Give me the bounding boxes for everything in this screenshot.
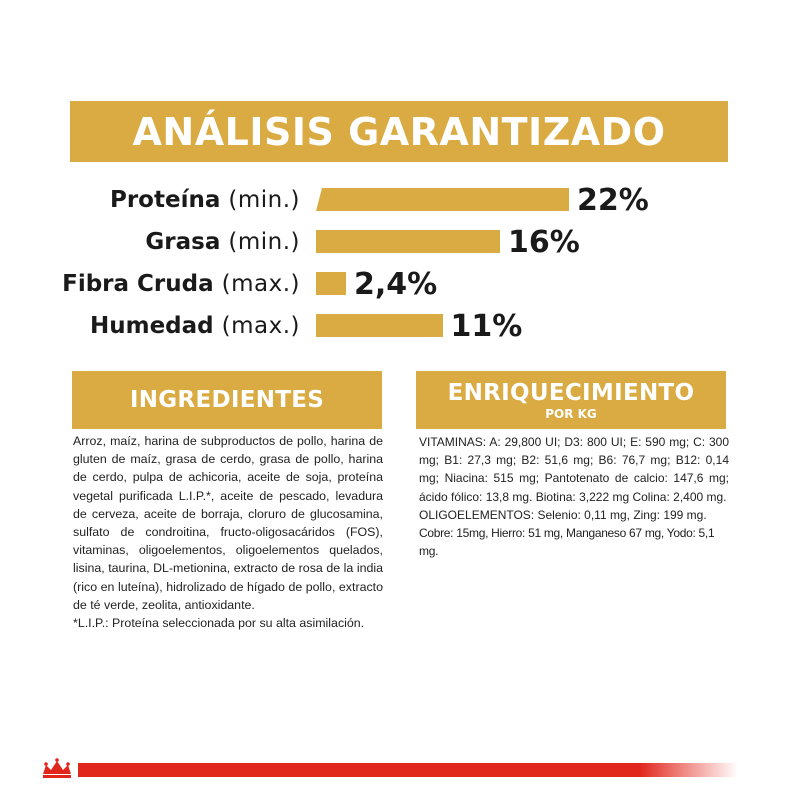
row-name: Proteína <box>109 187 221 213</box>
enrichment-text-block <box>419 433 729 560</box>
protein-bar <box>316 188 569 211</box>
analysis-row-fat <box>0 222 800 262</box>
enrichment-header <box>416 371 726 429</box>
row-qualifier: (min.) <box>228 229 300 255</box>
enrichment-title: ENRIQUECIMIENTO <box>447 379 695 406</box>
analysis-row-moisture <box>0 306 800 346</box>
ingredients-header <box>72 371 382 429</box>
analysis-row-fiber <box>0 264 800 304</box>
fiber-bar <box>316 272 346 295</box>
moisture-bar <box>316 314 443 337</box>
fat-value: 16% <box>508 224 580 260</box>
ingredients-list: Arroz, maíz, harina de subproductos de pollo, harina de gluten de maíz, grasa de cerdo, grasa de pollo, harina de cerdo, pulpa de achicoria, aceite de soja, proteína vegetal purificada L.I.P.*, aceite de pescado, levadura de cerveza, aceite de borraja, cloruro de glucosamina, sulfato de condroitina, fructo-oligosacáridos (FOS), vitaminas, oligoelementos, oligoelementos quelados, lisina, taurina, DL-metionina, extracto de rosa de la india (rico en luteína), hidrolizado de hígado de pollo, extracto de té verde, zeolita, antioxidante. <box>73 434 383 612</box>
row-name: Humedad <box>89 313 214 339</box>
enrichment-subtitle: POR KG <box>545 406 597 421</box>
fiber-value: 2,4% <box>354 266 438 302</box>
row-qualifier: (max.) <box>221 313 300 339</box>
row-qualifier: (min.) <box>228 187 300 213</box>
trace-elements-text: OLIGOELEMENTOS: Selenio: 0,11 mg, Zing: 199 mg. <box>419 507 707 522</box>
row-name: Fibra Cruda <box>62 271 214 297</box>
footer-red-line <box>78 763 738 777</box>
fat-bar <box>316 230 500 253</box>
ingredients-note: *L.I.P.: Proteína seleccionada por su alta asimilación. <box>73 616 365 631</box>
analysis-row-protein <box>0 180 800 220</box>
moisture-value: 11% <box>450 308 523 344</box>
crown-icon <box>40 757 74 779</box>
row-name: Grasa <box>145 229 221 255</box>
analysis-title: ANÁLISIS GARANTIZADO <box>132 109 666 154</box>
row-qualifier: (max.) <box>221 271 300 297</box>
ingredients-text-block <box>73 432 383 632</box>
trace-elements-text-2: Cobre: 15mg, Hierro: 51 mg, Manganeso 67 mg, Yodo: 5,1 mg. <box>419 526 715 559</box>
protein-value: 22% <box>577 182 649 218</box>
vitamins-text: VITAMINAS: A: 29,800 UI; D3: 800 UI; E: 590 mg; C: 300 mg; B1: 27,3 mg; B2: 51,6 mg; B6: 76,7 mg; B12: 0,14 mg; Niacina: 515 mg; Pantotenato de calcio: 147,6 mg; ácido fólico: 13,8 mg. Biotina: 3,222 mg Colina: 2,400 mg. <box>419 435 729 504</box>
analysis-banner <box>70 101 728 162</box>
ingredients-title: INGREDIENTES <box>129 387 325 413</box>
